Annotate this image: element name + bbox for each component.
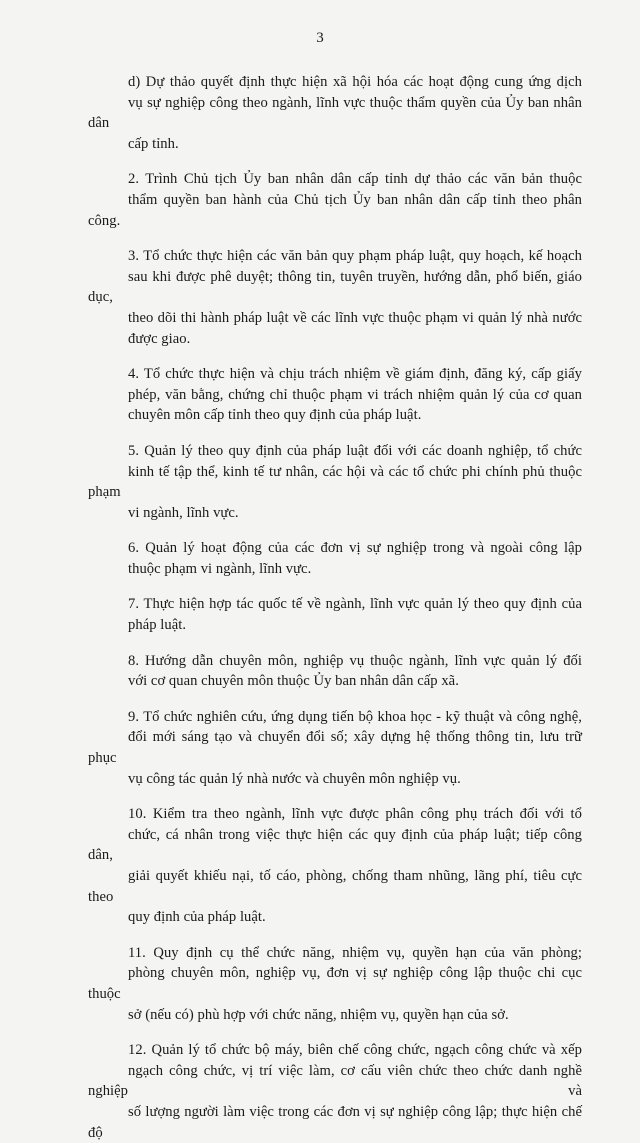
text-line: theo dõi thi hành pháp luật về các lĩnh vực thuộc phạm vi quản lý nhà nước	[128, 309, 582, 326]
text-line: thẩm quyền ban hành của Chủ tịch Ủy ban nhân dân cấp tỉnh theo phân công.	[88, 191, 582, 229]
text-line: 10. Kiểm tra theo ngành, lĩnh vực được phân công phụ trách đối với tổ	[128, 806, 582, 823]
text-line: 8. Hướng dẫn chuyên môn, nghiệp vụ thuộc ngành, lĩnh vực quản lý đối	[128, 652, 582, 669]
text-line: vụ công tác quản lý nhà nước và chuyên môn nghiệp vụ.	[128, 770, 461, 787]
text-line: 9. Tổ chức nghiên cứu, ứng dụng tiến bộ khoa học - kỹ thuật và công nghệ,	[128, 708, 582, 725]
text-line: với cơ quan chuyên môn thuộc Ủy ban nhân dân cấp xã.	[128, 673, 459, 690]
text-line: sở (nếu có) phù hợp với chức năng, nhiệm vụ, quyền hạn của sở.	[128, 1006, 509, 1023]
text-line: được giao.	[128, 330, 191, 347]
page-number: 3	[316, 30, 324, 46]
text-line: 6. Quản lý hoạt động của các đơn vị sự nghiệp trong và ngoài công lập	[128, 540, 582, 557]
text-line: sau khi được phê duyệt; thông tin, tuyên truyền, hướng dẫn, phổ biến, giáo dục,	[88, 268, 582, 306]
text-line: 11. Quy định cụ thể chức năng, nhiệm vụ, quyền hạn của văn phòng;	[128, 944, 582, 961]
paragraph-item	[88, 538, 582, 579]
text-line: 3. Tổ chức thực hiện các văn bản quy phạm pháp luật, quy hoạch, kế hoạch	[128, 248, 582, 265]
paragraph-item	[88, 804, 582, 928]
text-line: pháp luật.	[128, 617, 187, 634]
paragraph-item	[88, 594, 582, 635]
text-line: cấp tỉnh.	[128, 135, 179, 152]
paragraph-item	[88, 169, 582, 231]
text-line: số lượng người làm việc trong các đơn vị sự nghiệp công lập; thực hiện chế độ	[88, 1103, 582, 1141]
paragraph-item	[88, 707, 582, 789]
text-line: vi ngành, lĩnh vực.	[128, 504, 239, 521]
text-line: đổi mới sáng tạo và chuyển đổi số; xây dựng hệ thống thông tin, lưu trữ phục	[88, 729, 582, 767]
text-line: ngạch công chức, vị trí việc làm, cơ cấu viên chức theo chức danh nghề nghiệp và	[88, 1062, 582, 1100]
paragraph-item	[88, 72, 582, 154]
text-line: 12. Quản lý tổ chức bộ máy, biên chế công chức, ngạch công chức và xếp	[128, 1042, 582, 1059]
paragraph-item	[88, 943, 582, 1025]
document-body	[88, 72, 582, 1143]
text-line: d) Dự thảo quyết định thực hiện xã hội hóa các hoạt động cung ứng dịch	[128, 74, 582, 90]
paragraph-item	[88, 1040, 582, 1143]
text-line: vụ sự nghiệp công theo ngành, lĩnh vực thuộc thẩm quyền của Ủy ban nhân dân	[88, 94, 582, 132]
text-line: 5. Quản lý theo quy định của pháp luật đối với các doanh nghiệp, tổ chức	[128, 442, 582, 459]
text-line: phòng chuyên môn, nghiệp vụ, đơn vị sự nghiệp công lập thuộc chi cục thuộc	[88, 965, 582, 1002]
text-line: giải quyết khiếu nại, tố cáo, phòng, chống tham nhũng, lãng phí, tiêu cực theo	[88, 868, 582, 905]
text-line: chức, cá nhân trong việc thực hiện các quy định của pháp luật; tiếp công dân,	[88, 826, 582, 864]
paragraph-item	[88, 651, 582, 692]
text-line: chuyên môn cấp tỉnh theo quy định của pháp luật.	[128, 407, 422, 424]
paragraph-item	[88, 441, 582, 523]
text-line: phép, văn bằng, chứng chỉ thuộc phạm vi trách nhiệm quản lý của cơ quan	[128, 386, 582, 403]
text-line: 2. Trình Chủ tịch Ủy ban nhân dân cấp tỉnh dự thảo các văn bản thuộc	[128, 171, 582, 188]
text-line: kinh tế tập thể, kinh tế tư nhân, các hội và các tổ chức phi chính phủ thuộc phạm	[88, 463, 582, 501]
text-line: 7. Thực hiện hợp tác quốc tế về ngành, lĩnh vực quản lý theo quy định của	[128, 596, 582, 613]
text-line: 4. Tổ chức thực hiện và chịu trách nhiệm về giám định, đăng ký, cấp giấy	[128, 366, 582, 383]
paragraph-item	[88, 246, 582, 349]
text-line: quy định của pháp luật.	[128, 909, 266, 926]
text-line: thuộc phạm vi ngành, lĩnh vực.	[128, 560, 312, 577]
paragraph-item	[88, 364, 582, 426]
